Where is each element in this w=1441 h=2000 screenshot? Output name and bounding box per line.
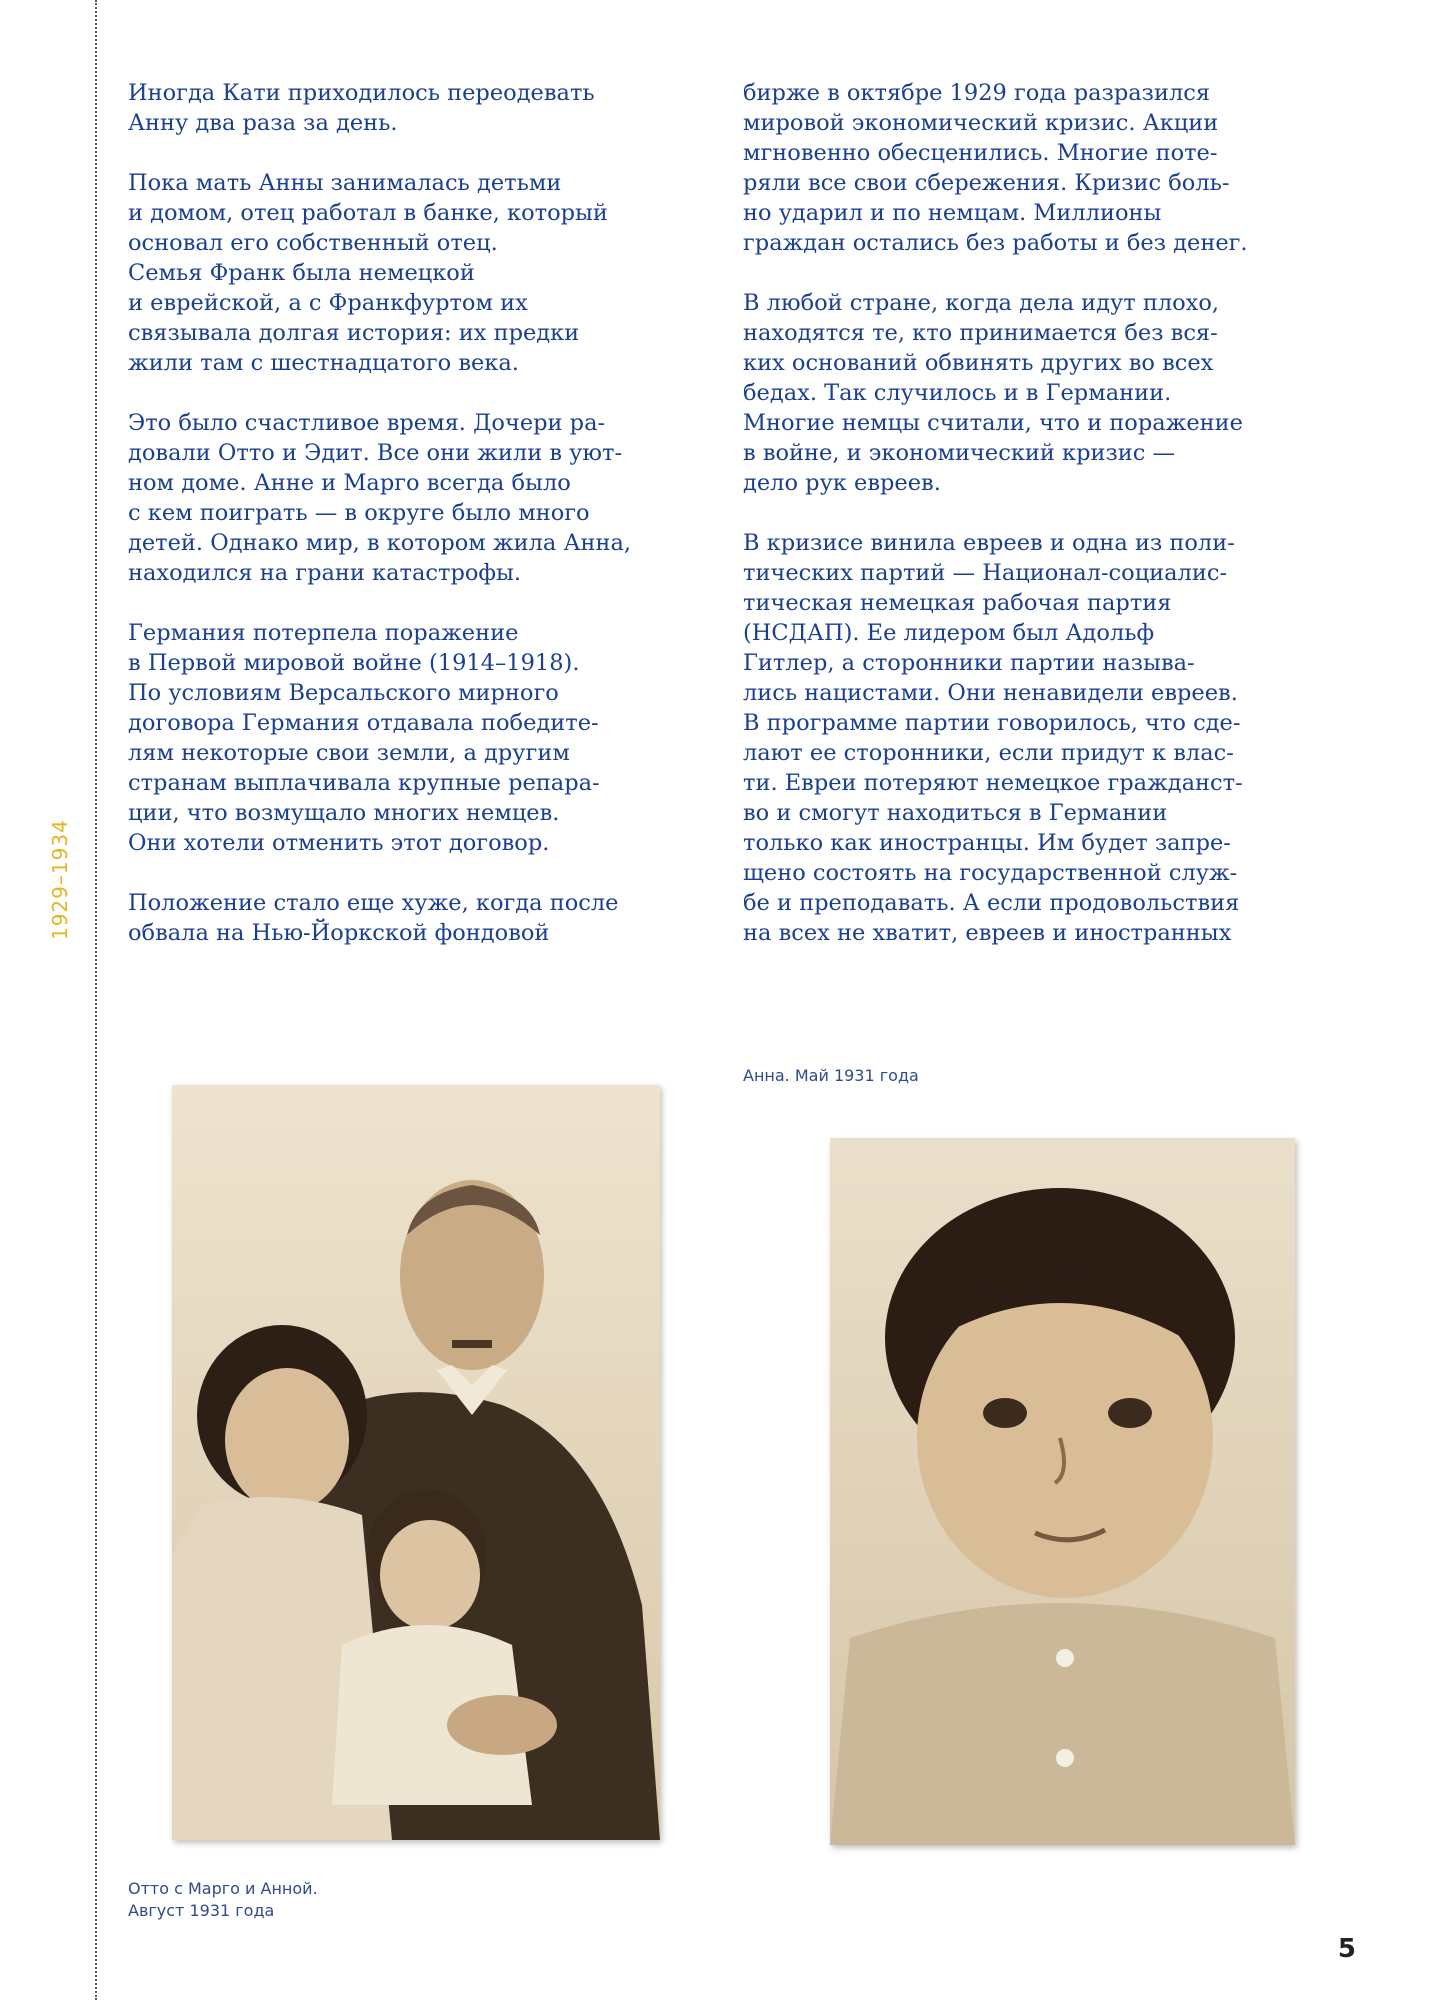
margin-dotted-line (95, 0, 97, 2000)
photo-caption-anna: Анна. Май 1931 года (743, 1066, 919, 1085)
paragraph: Пока мать Анны занималась детьми и домом, отец работал в банке, который основал его собственный отец. Семья Франк была немецкой и еврейской, а с Франкфуртом их связывала долгая история: их предки жили там с шестнадцатого века. (128, 170, 608, 376)
paragraph: бирже в октябре 1929 года разразился мировой экономический кризис. Акции мгновенно обесценились. Многие поте- ряли все свои сбережения. Кризис боль- но ударил и по немцам. Миллионы граждан остались без работы и без денег. (743, 80, 1248, 256)
photo-anna-portrait (830, 1138, 1295, 1845)
paragraph: В кризисе винила евреев и одна из поли- тических партий — Национал-социалис- тическая немецкая рабочая партия (НСДАП). Ее лидером был Адольф Гитлер, а сторонники партии называ- лись нацистами. Они ненавидели евреев. В программе партии говорилось, что сде- лают ее сторонники, если придут к влас- ти. Евреи потеряют немецкое гражданст- во и смогут находиться в Германии только как иностранцы. Им будет запре- щено состоять на государственной служ- бе и преподавать. А если продовольствия на всех не хватит, евреев и иностранных (743, 530, 1243, 946)
paragraph: Иногда Кати приходилось переодевать Анну два раза за день. (128, 80, 595, 136)
paragraph: Положение стало еще хуже, когда после обвала на Нью-Йоркской фондовой (128, 890, 619, 946)
left-text-column (128, 78, 688, 978)
chapter-years-label: 1929–1934 (48, 819, 72, 940)
photo-otto-margot-anne (172, 1085, 660, 1840)
paragraph: В любой стране, когда дела идут плохо, находятся те, кто принимается без вся- ких оснований обвинять других во всех бедах. Так случилось и в Германии. Многие немцы считали, что и поражение в войне, и экономический кризис — дело рук евреев. (743, 290, 1243, 496)
photo-caption-family (128, 1878, 388, 1922)
anna-portrait-illustration (830, 1138, 1295, 1845)
family-photo-illustration (172, 1085, 660, 1840)
paragraph: Германия потерпела поражение в Первой мировой войне (1914–1918). По условиям Версальского мирного договора Германия отдавала победите- лям некоторые свои земли, а другим странам выплачивала крупные репара- ции, что возмущало многих немцев. Они хотели отменить этот договор. (128, 620, 600, 856)
right-text-column (743, 78, 1303, 978)
caption-line: Август 1931 года (128, 1901, 275, 1920)
page-number: 5 (1337, 1934, 1356, 1964)
caption-line: Отто с Марго и Анной. (128, 1879, 318, 1898)
paragraph: Это было счастливое время. Дочери ра- довали Отто и Эдит. Все они жили в уют- ном доме. Анне и Марго всегда было с кем поиграть — в округе было много детей. Однако мир, в котором жила Анна, находился на грани катастрофы. (128, 410, 632, 586)
